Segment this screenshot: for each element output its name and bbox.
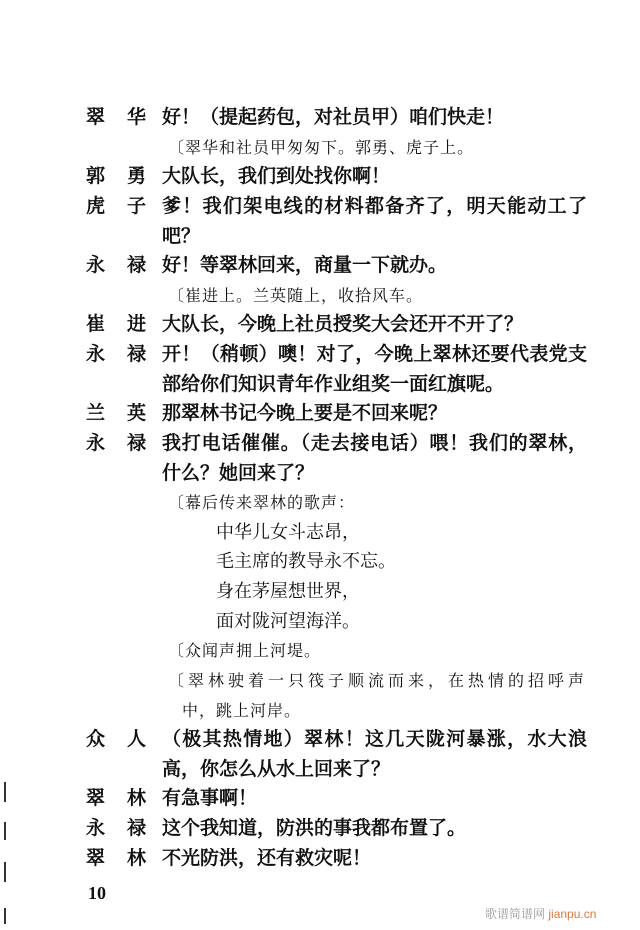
dialogue-line bbox=[0, 784, 640, 814]
song-text: 身在茅屋想世界， bbox=[216, 581, 360, 602]
speaker bbox=[86, 399, 146, 429]
speaker-char: 英 bbox=[126, 402, 146, 425]
dialogue-text: 爹！我们架电线的材料都备齐了，明天能动工了 bbox=[162, 194, 587, 217]
page-number: 10 bbox=[88, 883, 106, 903]
speaker bbox=[86, 103, 146, 133]
stage-direction bbox=[0, 666, 640, 696]
watermark-en: jianpu.cn bbox=[548, 907, 597, 921]
direction-text: 中，跳上河岸。 bbox=[182, 700, 302, 720]
speaker-char: 兰 bbox=[86, 402, 106, 425]
speaker bbox=[86, 814, 146, 844]
speaker bbox=[86, 844, 146, 874]
speaker-char: 永 bbox=[86, 343, 106, 365]
direction-text: 〔崔进上。兰英随上，收拾风车。 bbox=[168, 285, 424, 305]
speaker bbox=[86, 725, 146, 755]
dialogue-continuation bbox=[0, 222, 640, 252]
speaker bbox=[86, 429, 146, 459]
speaker-char: 禄 bbox=[126, 254, 146, 277]
stage-direction-continuation bbox=[0, 696, 640, 726]
dialogue-text: 好！等翠林回来，商量一下就办。 bbox=[162, 254, 448, 277]
dialogue-text: 吧？ bbox=[162, 224, 201, 247]
watermark-cn: 歌谱简谱网 bbox=[485, 907, 546, 921]
speaker-char: 人 bbox=[126, 728, 146, 751]
dialogue-line bbox=[0, 251, 640, 281]
scan-edge-mark bbox=[4, 908, 6, 924]
speaker-char: 永 bbox=[86, 431, 106, 454]
stage-direction bbox=[0, 636, 640, 666]
dialogue-continuation bbox=[0, 459, 640, 489]
dialogue-text: 大队长，今晚上社员授奖大会还开不开了？ bbox=[162, 313, 524, 336]
dialogue-line bbox=[0, 429, 640, 459]
speaker-char: 禄 bbox=[126, 343, 146, 365]
speaker-char: 勇 bbox=[126, 165, 146, 188]
speaker-char: 林 bbox=[126, 846, 146, 869]
dialogue-text: 开！（稍顿）噢！对了，今晚上翠林还要代表党支 bbox=[162, 343, 587, 365]
speaker-char: 进 bbox=[126, 313, 146, 336]
direction-text: 〔翠华和社员甲匆匆下。郭勇、虎子上。 bbox=[168, 137, 475, 157]
song-text: 毛主席的教导永不忘。 bbox=[216, 551, 396, 573]
dialogue-text: 不光防洪，还有救灾呢！ bbox=[162, 846, 372, 869]
song-line bbox=[0, 577, 640, 607]
dialogue-text: 部给你们知识青年作业组奖一面红旗呢。 bbox=[162, 372, 505, 395]
song-line bbox=[0, 547, 640, 577]
dialogue-text: 好！（提起药包，对社员甲）咱们快走！ bbox=[162, 106, 505, 128]
speaker bbox=[86, 162, 146, 192]
speaker-char: 翠 bbox=[86, 106, 106, 128]
speaker bbox=[86, 251, 146, 281]
speaker-char: 郭 bbox=[86, 165, 106, 188]
dialogue-line bbox=[0, 310, 640, 340]
speaker-char: 翠 bbox=[86, 787, 106, 810]
dialogue-text: 什么？她回来了？ bbox=[162, 461, 315, 484]
speaker-char: 禄 bbox=[126, 817, 146, 839]
scan-edge-mark bbox=[4, 862, 6, 882]
dialogue-line bbox=[0, 725, 640, 755]
song-text: 中华儿女斗志昂， bbox=[216, 521, 360, 543]
song-line bbox=[0, 607, 640, 637]
dialogue-line bbox=[0, 192, 640, 222]
speaker bbox=[86, 310, 146, 340]
dialogue-text: （极其热情地）翠林！这几天陇河暴涨，水大浪 bbox=[162, 728, 587, 751]
direction-text: 〔翠林驶着一只筏子顺流而来，在热情的招呼声 bbox=[168, 670, 585, 690]
stage-direction bbox=[0, 133, 640, 163]
speaker-char: 华 bbox=[126, 106, 146, 128]
dialogue-line bbox=[0, 814, 640, 844]
dialogue-text: 有急事啊！ bbox=[162, 787, 258, 810]
speaker-char: 虎 bbox=[86, 194, 106, 217]
speaker bbox=[86, 340, 146, 370]
dialogue-line bbox=[0, 162, 640, 192]
speaker-char: 林 bbox=[126, 787, 146, 810]
speaker-char: 众 bbox=[86, 728, 106, 751]
speaker bbox=[86, 784, 146, 814]
dialogue-text: 那翠林书记今晚上要是不回来呢？ bbox=[162, 402, 448, 425]
stage-direction bbox=[0, 488, 640, 518]
scan-edge-mark bbox=[4, 822, 6, 840]
scan-edge-mark bbox=[4, 782, 6, 802]
script-page bbox=[0, 103, 640, 873]
speaker-char: 子 bbox=[126, 194, 146, 217]
speaker-char: 永 bbox=[86, 254, 106, 277]
dialogue-text: 我打电话催催。（走去接电话）喂！我们的翠林， bbox=[162, 431, 587, 454]
song-line bbox=[0, 518, 640, 548]
dialogue-line bbox=[0, 340, 640, 370]
speaker bbox=[86, 192, 146, 222]
dialogue-text: 大队长，我们到处找你啊！ bbox=[162, 165, 391, 188]
dialogue-line bbox=[0, 103, 640, 133]
direction-text: 〔幕后传来翠林的歌声： bbox=[168, 493, 356, 513]
dialogue-line bbox=[0, 399, 640, 429]
speaker-char: 崔 bbox=[86, 313, 106, 336]
song-text: 面对陇河望海洋。 bbox=[216, 610, 360, 632]
dialogue-continuation bbox=[0, 370, 640, 400]
direction-text: 〔众闻声拥上河堤。 bbox=[168, 641, 322, 661]
watermark bbox=[485, 905, 596, 922]
speaker-char: 翠 bbox=[86, 846, 106, 869]
dialogue-text: 高，你怎么从水上回来了？ bbox=[162, 757, 391, 780]
stage-direction bbox=[0, 281, 640, 311]
speaker-char: 禄 bbox=[126, 431, 146, 454]
speaker-char: 永 bbox=[86, 817, 106, 839]
dialogue-line bbox=[0, 844, 640, 874]
dialogue-text: 这个我知道，防洪的事我都布置了。 bbox=[162, 817, 467, 839]
dialogue-continuation bbox=[0, 755, 640, 785]
